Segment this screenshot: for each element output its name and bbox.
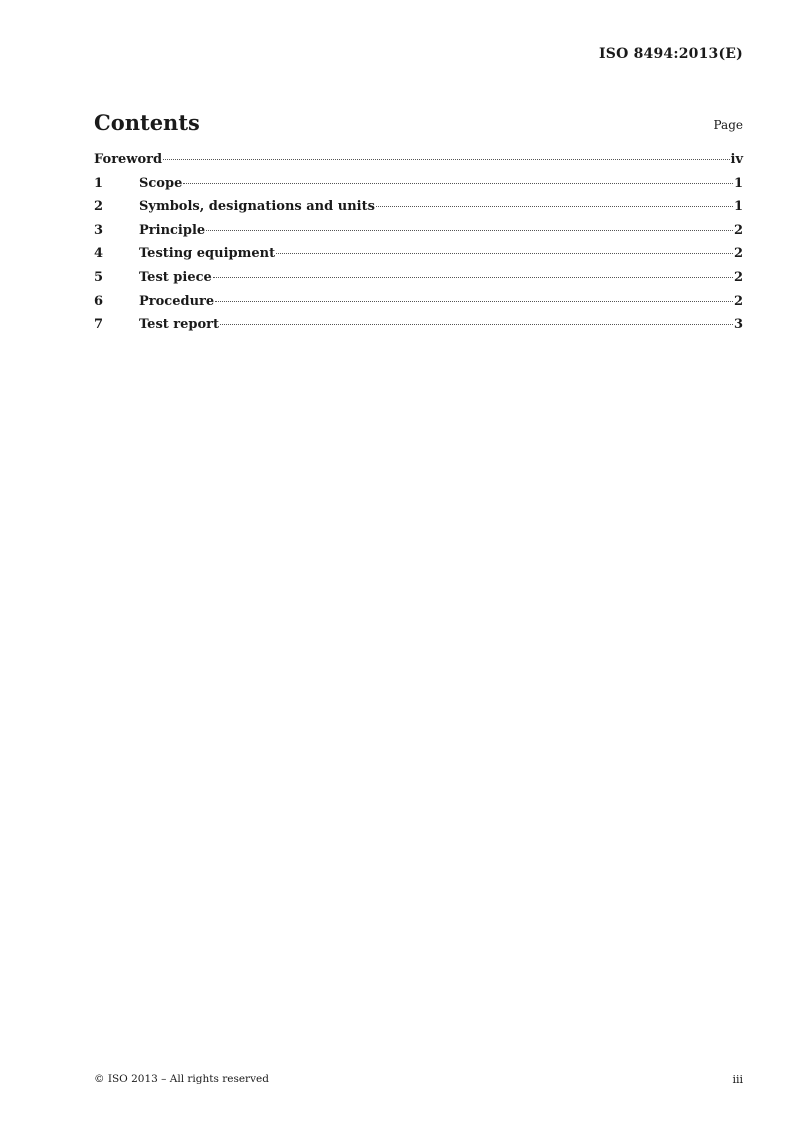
dot-leader bbox=[206, 230, 733, 231]
toc-entry-page[interactable]: 2 bbox=[733, 222, 743, 238]
toc-entry-page[interactable]: 1 bbox=[733, 175, 743, 191]
toc-entry-page[interactable]: iv bbox=[730, 152, 743, 167]
toc-entry-title[interactable]: Symbols, designations and units bbox=[139, 199, 375, 215]
dot-leader bbox=[376, 206, 733, 207]
toc-entry-page[interactable]: 2 bbox=[733, 246, 743, 262]
toc-entry-number: 6 bbox=[94, 293, 104, 309]
toc-entry-title[interactable]: Procedure bbox=[139, 293, 215, 309]
toc-entry-principle[interactable] bbox=[94, 223, 743, 247]
toc-entry-symbols[interactable] bbox=[94, 199, 743, 223]
toc-entry-page[interactable]: 2 bbox=[733, 269, 743, 285]
page-number: iii bbox=[732, 1073, 743, 1086]
page-column-label: Page bbox=[713, 118, 743, 132]
document-id: ISO 8494:2013(E) bbox=[599, 46, 743, 62]
toc-entry-page[interactable]: 3 bbox=[733, 317, 743, 333]
toc-entry-number: 3 bbox=[94, 222, 104, 238]
toc-entry-procedure[interactable] bbox=[94, 294, 743, 318]
dot-leader bbox=[163, 159, 729, 160]
toc-entry-title[interactable]: Testing equipment bbox=[139, 246, 276, 262]
contents-heading: Contents bbox=[94, 110, 200, 135]
toc-entry-title[interactable]: Scope bbox=[139, 175, 183, 191]
toc-entry-title[interactable]: Test piece bbox=[139, 269, 212, 285]
toc-entry-testing-equipment[interactable] bbox=[94, 246, 743, 270]
toc-entry-test-report[interactable] bbox=[94, 317, 743, 341]
toc-entry-title[interactable]: Test report bbox=[139, 317, 220, 333]
copyright-notice: © ISO 2013 – All rights reserved bbox=[94, 1073, 269, 1085]
dot-leader bbox=[215, 301, 733, 302]
toc-entry-number: 5 bbox=[94, 269, 104, 285]
toc-entry-scope[interactable] bbox=[94, 176, 743, 200]
toc-entry-number: 2 bbox=[94, 199, 104, 215]
toc-entry-foreword[interactable] bbox=[94, 152, 743, 176]
toc-entry-title[interactable]: Foreword bbox=[94, 152, 163, 167]
dot-leader bbox=[220, 324, 733, 325]
dot-leader bbox=[183, 183, 733, 184]
toc-entry-number: 1 bbox=[94, 175, 104, 191]
dot-leader bbox=[276, 253, 733, 254]
dot-leader bbox=[213, 277, 733, 278]
toc-entry-page[interactable]: 2 bbox=[733, 293, 743, 309]
table-of-contents bbox=[94, 152, 743, 341]
toc-entry-page[interactable]: 1 bbox=[733, 199, 743, 215]
toc-entry-number: 4 bbox=[94, 246, 104, 262]
toc-entry-title[interactable]: Principle bbox=[139, 222, 206, 238]
toc-entry-number: 7 bbox=[94, 317, 104, 333]
toc-entry-test-piece[interactable] bbox=[94, 270, 743, 294]
